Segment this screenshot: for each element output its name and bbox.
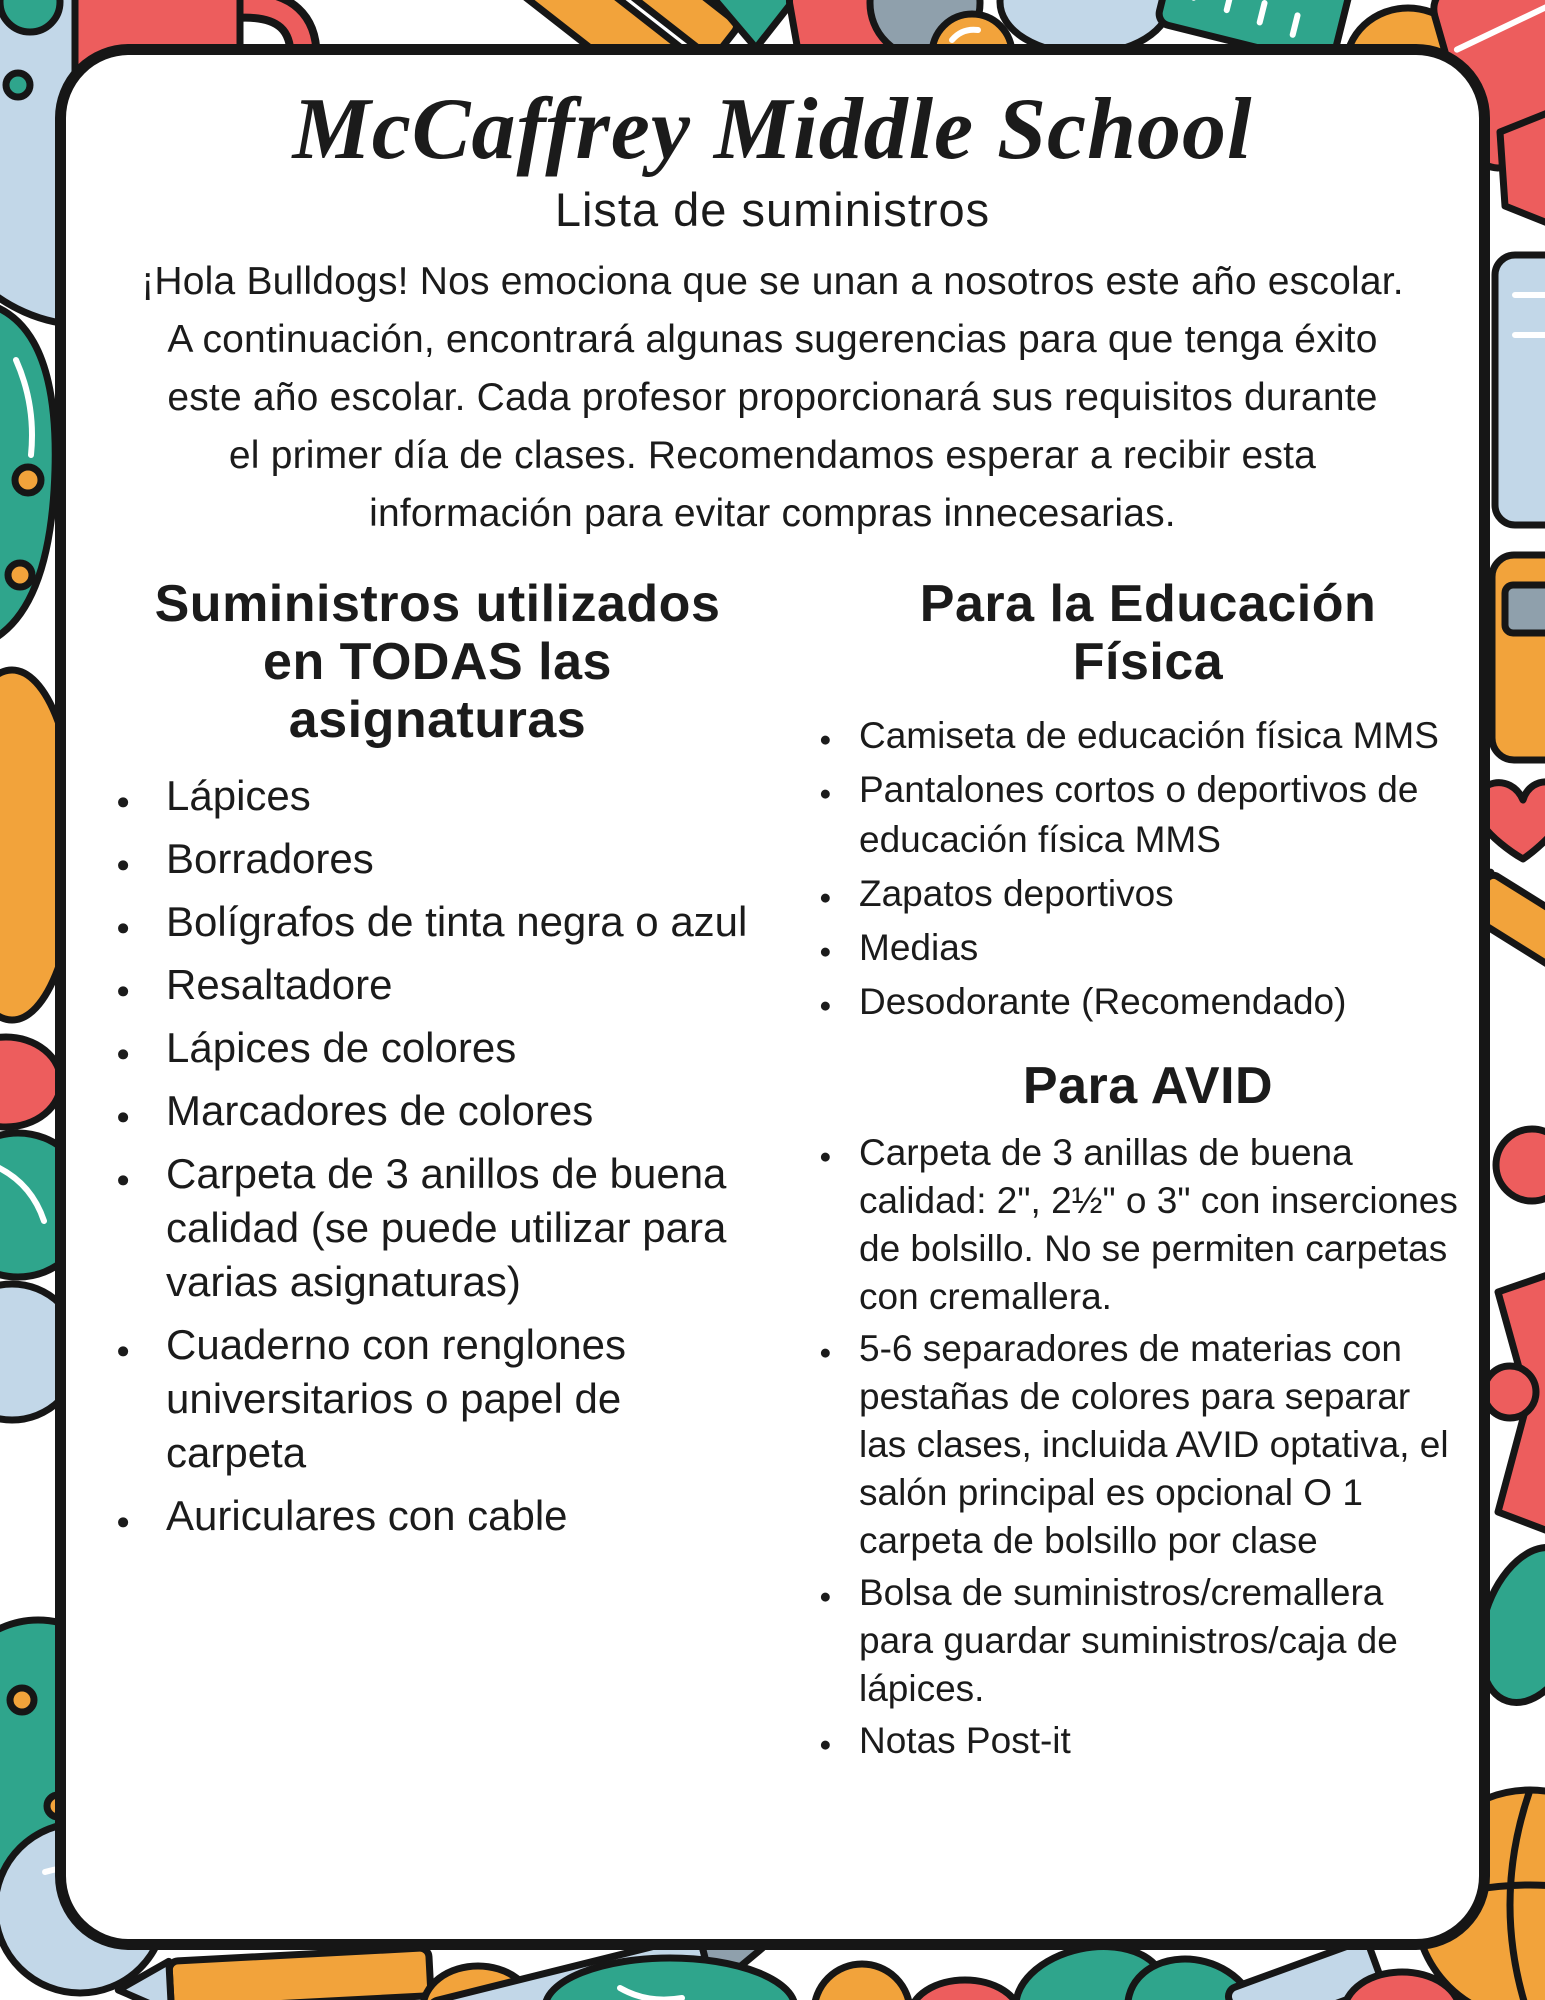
all-subjects-list xyxy=(110,769,765,1543)
list-item: ● Lápices xyxy=(110,769,765,823)
physical-education-heading xyxy=(817,575,1479,691)
list-item: ● Carpeta de 3 anillos de buena calidad (se puede utilizar para varias asignaturas) xyxy=(110,1147,765,1309)
doodle-red-blob-icon xyxy=(0,1037,61,1127)
columns xyxy=(66,575,1479,1769)
list-item: ● 5-6 separadores de materias con pestañas de colores para separar las clases, incluida AVID optativa, el salón principal es opcional O 1 carpeta de bolsillo por clase xyxy=(817,1325,1479,1565)
avid-list xyxy=(817,1129,1479,1765)
intro-paragraph xyxy=(66,253,1479,543)
list-item: ● Borradores xyxy=(110,832,765,886)
list-item: ● Resaltadore xyxy=(110,958,765,1012)
physical-education-list xyxy=(817,711,1479,1027)
list-item: ● Bolsa de suministros/cremallera para guardar suministros/caja de lápices. xyxy=(817,1569,1479,1713)
text-line: el primer día de clases. Recomendamos esperar a recibir esta xyxy=(228,433,1317,477)
doodle-red-dot-icon xyxy=(1496,1129,1545,1201)
avid-heading xyxy=(817,1057,1479,1115)
doodle-teal-dot-icon xyxy=(6,73,30,97)
school-name-title: McCaffrey Middle School xyxy=(292,81,1253,178)
list-item: ● Bolígrafos de tinta negra o azul xyxy=(110,895,765,949)
list-item: ● Pantalones cortos o deportivos de educación física MMS xyxy=(817,765,1479,865)
text-line: A continuación, encontrará algunas sugerencias para que tenga éxito xyxy=(167,317,1378,361)
text-line: asignaturas xyxy=(288,690,587,749)
doodle-teal-dot-icon xyxy=(0,0,60,32)
text-line: este año escolar. Cada profesor proporcionará sus requisitos durante xyxy=(167,375,1378,419)
text-line: información para evitar compras innecesarias. xyxy=(369,491,1176,535)
list-item: ● Carpeta de 3 anillas de buena calidad: 2", 2½" o 3" con inserciones de bolsillo. No se permiten carpetas con cremallera. xyxy=(817,1129,1479,1321)
list-item: ● Camiseta de educación física MMS xyxy=(817,711,1479,761)
list-item: ● Desodorante (Recomendado) xyxy=(817,977,1479,1027)
doodle-orange-dot-icon xyxy=(814,1964,910,2000)
list-item: ● Notas Post-it xyxy=(817,1717,1479,1765)
list-item: ● Auriculares con cable xyxy=(110,1489,765,1543)
supply-list-card xyxy=(55,44,1490,1950)
avid-section xyxy=(817,1057,1479,1765)
all-subjects-section xyxy=(110,575,765,1769)
list-subtitle: Lista de suministros xyxy=(554,182,991,236)
list-item: ● Lápices de colores xyxy=(110,1021,765,1075)
text-line: Física xyxy=(1072,632,1224,691)
physical-education-section xyxy=(817,575,1479,1027)
text-line: ¡Hola Bulldogs! Nos emociona que se unan a nosotros este año escolar. xyxy=(141,259,1404,303)
list-item: ● Medias xyxy=(817,923,1479,973)
doodle-marker-icon xyxy=(1500,108,1545,228)
doodle-red-blob-icon xyxy=(910,1980,1020,2000)
all-subjects-heading xyxy=(110,575,765,749)
list-item: ● Cuaderno con renglones universitarios o papel de carpeta xyxy=(110,1318,765,1480)
text-line: en TODAS las xyxy=(263,632,612,691)
text-line: Para la Educación xyxy=(919,574,1377,633)
text-line: Para AVID xyxy=(1022,1056,1274,1115)
list-item: ● Marcadores de colores xyxy=(110,1084,765,1138)
text-line: Suministros utilizados xyxy=(154,574,721,633)
list-item: ● Zapatos deportivos xyxy=(817,869,1479,919)
doodle-pencil-icon xyxy=(117,1948,431,2000)
right-column xyxy=(765,575,1479,1769)
